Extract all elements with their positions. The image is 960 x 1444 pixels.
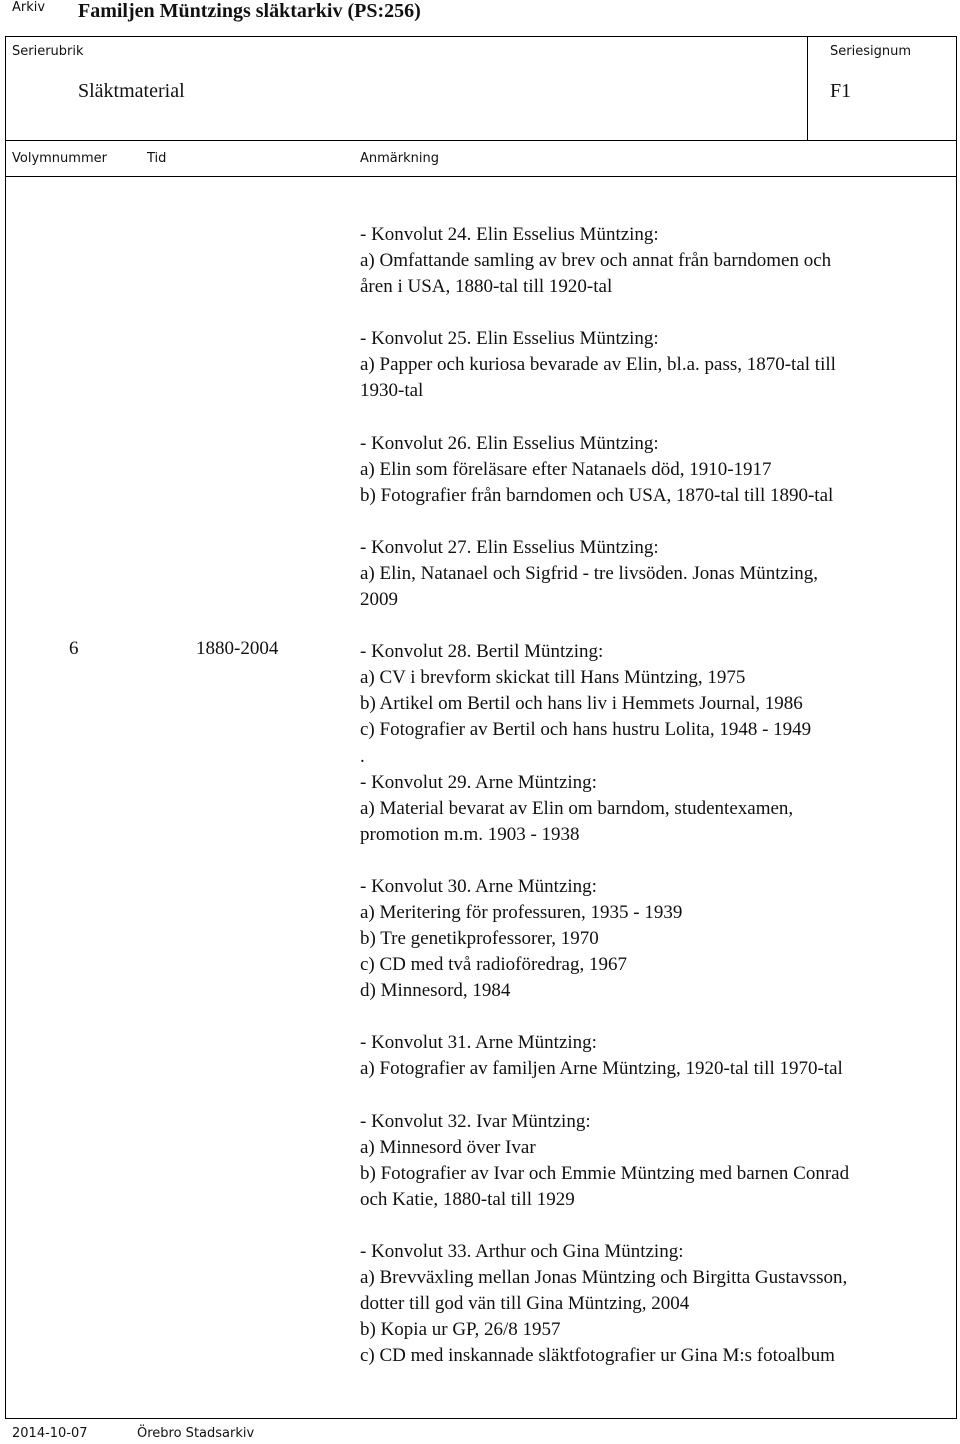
- note-line: dotter till god vän till Gina Müntzing, 2004: [360, 1293, 690, 1315]
- footer-organization: Örebro Stadsarkiv: [137, 1426, 255, 1441]
- notes-column: [360, 222, 950, 1395]
- note-line: c) CD med inskannade släktfotografier ur Gina M:s fotoalbum: [360, 1345, 835, 1367]
- konvolut-entry: [360, 1109, 950, 1213]
- note-line: b) Fotografier av Ivar och Emmie Müntzing med barnen Conrad: [360, 1162, 850, 1184]
- note-line: a) Minnesord över Ivar: [360, 1136, 536, 1158]
- note-line: åren i USA, 1880-tal till 1920-tal: [360, 276, 613, 298]
- konvolut-entry: [360, 1239, 950, 1369]
- note-line: - Konvolut 29. Arne Müntzing:: [360, 771, 597, 793]
- note-line: a) Fotografier av familjen Arne Müntzing, 1920-tal till 1970-tal: [360, 1058, 843, 1080]
- note-line: a) Elin som föreläsare efter Natanaels död, 1910-1917: [360, 458, 772, 480]
- seriesignum-label: Seriesignum: [830, 44, 911, 59]
- note-line: a) Material bevarat av Elin om barndom, studentexamen,: [360, 797, 794, 819]
- note-line: b) Tre genetikprofessorer, 1970: [360, 928, 599, 950]
- konvolut-entry: [360, 1030, 950, 1082]
- note-line: c) Fotografier av Bertil och hans hustru Lolita, 1948 - 1949: [360, 719, 812, 741]
- note-line: c) CD med två radioföredrag, 1967: [360, 954, 627, 976]
- column-header-volymnummer: Volymnummer: [12, 151, 107, 166]
- note-line: - Konvolut 28. Bertil Müntzing:: [360, 641, 604, 663]
- note-line: 1930-tal: [360, 380, 424, 402]
- note-line: - Konvolut 32. Ivar Müntzing:: [360, 1110, 591, 1132]
- note-line: - Konvolut 27. Elin Esselius Müntzing:: [360, 536, 659, 558]
- column-header-divider: [5, 176, 957, 177]
- note-line: a) Meritering för professuren, 1935 - 1939: [360, 901, 683, 923]
- note-line: b) Kopia ur GP, 26/8 1957: [360, 1319, 561, 1341]
- archive-title: Familjen Müntzings släktarkiv (PS:256): [78, 0, 421, 22]
- seriesignum-value: F1: [830, 80, 852, 102]
- konvolut-entry: [360, 535, 950, 613]
- column-header-anmarkning: Anmärkning: [360, 151, 439, 166]
- note-line: promotion m.m. 1903 - 1938: [360, 823, 580, 845]
- note-line: - Konvolut 30. Arne Müntzing:: [360, 875, 597, 897]
- note-line: b) Fotografier från barndomen och USA, 1870-tal till 1890-tal: [360, 484, 834, 506]
- konvolut-entry: [360, 326, 950, 404]
- note-line: d) Minnesord, 1984: [360, 980, 511, 1002]
- konvolut-entry: [360, 874, 950, 1004]
- note-line: - Konvolut 26. Elin Esselius Müntzing:: [360, 432, 659, 454]
- note-line: - Konvolut 24. Elin Esselius Müntzing:: [360, 224, 659, 245]
- note-line: - Konvolut 31. Arne Müntzing:: [360, 1032, 597, 1054]
- series-divider: [5, 140, 957, 141]
- serierubrik-value: Släktmaterial: [78, 80, 185, 102]
- note-line: .: [360, 745, 365, 767]
- note-line: - Konvolut 25. Elin Esselius Müntzing:: [360, 328, 659, 350]
- note-line: a) Elin, Natanael och Sigfrid - tre livsöden. Jonas Müntzing,: [360, 562, 819, 584]
- footer-date: 2014-10-07: [12, 1426, 88, 1441]
- note-line: a) Brevväxling mellan Jonas Müntzing och Birgitta Gustavsson,: [360, 1267, 848, 1288]
- konvolut-entry: [360, 639, 950, 848]
- volume-number: 6: [69, 638, 79, 659]
- konvolut-entry: [360, 222, 950, 300]
- note-line: och Katie, 1880-tal till 1929: [360, 1188, 575, 1210]
- time-span: 1880-2004: [196, 638, 279, 659]
- note-line: a) Omfattande samling av brev och annat från barndomen och: [360, 250, 832, 272]
- note-line: 2009: [360, 589, 398, 611]
- note-line: a) CV i brevform skickat till Hans Müntzing, 1975: [360, 667, 746, 689]
- note-line: - Konvolut 33. Arthur och Gina Müntzing:: [360, 1240, 684, 1262]
- note-line: b) Artikel om Bertil och hans liv i Hemmets Journal, 1986: [360, 693, 803, 715]
- konvolut-entry: [360, 431, 950, 509]
- note-line: a) Papper och kuriosa bevarade av Elin, bl.a. pass, 1870-tal till: [360, 354, 836, 376]
- arkiv-label: Arkiv: [12, 0, 46, 15]
- serierubrik-label: Serierubrik: [12, 44, 84, 59]
- column-header-tid: Tid: [147, 151, 167, 166]
- series-vertical-divider: [807, 36, 808, 140]
